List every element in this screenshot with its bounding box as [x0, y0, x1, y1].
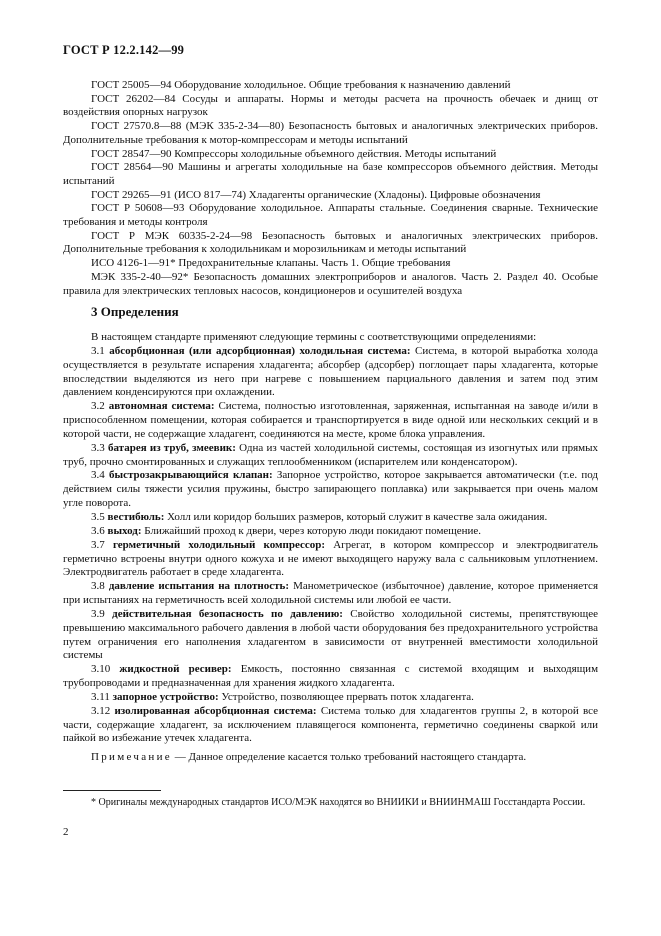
definition-number: 3.2	[91, 400, 105, 413]
definition-text: Агрегат, в котором компрессор и электродвигатель герметично встроены внутри одного кожуха и не имеют выходящего наружу вала с сальниковым уплотнением. Электродвигатель работает в среде хладагента.	[63, 538, 598, 579]
definition-term: абсорбционная (или адсорбционная) холодильная система:	[109, 344, 411, 357]
reference-item: ГОСТ 28564—90 Машины и агрегаты холодильные на базе компрессоров объемного действия. Методы испытаний	[63, 161, 598, 187]
definition-item	[63, 469, 598, 511]
reference-item: ГОСТ Р МЭК 60335-2-24—98 Безопасность бытовых и аналогичных электрических приборов. Дополнительные требования к холодильникам и морозильникам и методы испытаний	[63, 229, 598, 256]
definition-item	[63, 580, 598, 608]
definition-term: жидкостной ресивер:	[119, 663, 232, 676]
definition-number: 3.4	[91, 469, 105, 482]
reference-item: ИСО 4126-1—91* Предохранительные клапаны. Часть 1. Общие требования	[91, 257, 451, 270]
definition-item	[63, 705, 598, 747]
definition-term: вестибюль:	[107, 510, 165, 523]
definition-term: батарея из труб, змеевик:	[107, 441, 236, 454]
definition-item	[63, 663, 598, 691]
definition-term: герметичный холодильный компрессор:	[112, 538, 326, 551]
definition-text: Одна из частей холодильной системы, состоящая из изогнутых или прямых труб, прочно смонтированных и служащих теплообменником (испарителем или конденсатором).	[63, 441, 598, 468]
footnote-divider	[63, 790, 161, 791]
footnote-text: * Оригиналы международных стандартов ИСО/МЭК находятся во ВНИИКИ и ВНИИНМАШ Госстандарта России.	[91, 797, 586, 808]
definition-number: 3.11	[91, 690, 110, 703]
section-title: 3 Определения	[91, 304, 179, 319]
page-number: 2	[63, 826, 69, 838]
definition-number: 3.8	[91, 580, 105, 593]
document-code: ГОСТ Р 12.2.142—99	[63, 43, 185, 57]
definition-item	[63, 442, 598, 470]
definition-item	[63, 539, 598, 581]
reference-item: ГОСТ 28547—90 Компрессоры холодильные объемного действия. Методы испытаний	[91, 147, 497, 160]
definition-term: выход:	[107, 524, 142, 537]
reference-item: ГОСТ 26202—84 Сосуды и аппараты. Нормы и методы расчета на прочность обечаек и днищ от воздействия опорных нагрузок	[63, 92, 598, 119]
definition-term: быстрозакрывающийся клапан:	[108, 469, 273, 482]
definition-item	[63, 608, 598, 663]
definition-term: автономная система:	[108, 400, 215, 413]
definition-number: 3.12	[91, 704, 111, 717]
definition-text: Устройство, позволяющее прервать поток хладагента.	[221, 690, 474, 703]
definition-number: 3.6	[91, 524, 105, 537]
definition-text: Система только для хладагентов группы 2, в которой все части, содержащие хладагент, за исключением плавящегося компонента, герметично соединены сваркой или пайкой во избежание утечек хладагента.	[63, 704, 598, 745]
note-label: Примечание	[91, 751, 172, 764]
definition-note	[63, 751, 598, 765]
section-intro: В настоящем стандарте применяют следующие термины с соответствующими определениями:	[91, 331, 537, 343]
reference-item: ГОСТ 27570.8—88 (МЭК 335-2-34—80) Безопасность бытовых и аналогичных электрических приборов. Дополнительные требования к мотор-компрессорам и методы испытаний	[63, 120, 598, 146]
definition-term: изолированная абсорбционная система:	[114, 704, 317, 717]
reference-item: ГОСТ 29265—91 (ИСО 817—74) Хладагенты органические (Хладоны). Цифровые обозначения	[91, 188, 541, 201]
definition-text: Свойство холодильной системы, препятствующее превышению максимального рабочего давления в любой части оборудования без предохранительного устройства путем ограничения его наполнения хладагентом в зависимости от внутренней вместимости холодильной системы	[63, 607, 598, 662]
definition-term: действительная безопасность по давлению:	[112, 607, 343, 620]
definition-number: 3.10	[91, 663, 111, 676]
definition-text: Манометрическое (избыточное) давление, которое применяется при испытаниях на герметичность всей холодильной системы или любой ее части.	[63, 580, 599, 607]
reference-item: МЭК 335-2-40—92* Безопасность домашних электроприборов и аналогов. Часть 2. Раздел 40. Особые правила для электрических тепловых насосов, кондиционеров и осушителей воздуха	[63, 270, 598, 297]
definition-item	[63, 525, 598, 539]
reference-item: ГОСТ 25005—94 Оборудование холодильное. Общие требования к назначению давлений	[91, 79, 511, 91]
definition-term: запорное устройство:	[112, 690, 219, 703]
definition-number: 3.3	[91, 441, 105, 454]
definition-text: Система, в которой выработка холода осуществляется в результате испарения хладагента; абсорбер (адсорбер) поглощает пары хладагента, которые впоследствии выделяются из него при нагреве с повышением парциального давления и затем под этим давлением конденсируются при охлаждении.	[63, 344, 599, 399]
definition-item	[63, 691, 598, 705]
reference-item: ГОСТ Р 50608—93 Оборудование холодильное. Аппараты стальные. Соединения сварные. Технические требования и методы контроля	[63, 202, 598, 229]
definition-text: Ближайший проход к двери, через которую люди покидают помещение.	[144, 524, 482, 537]
references-list	[63, 79, 598, 298]
definitions-list	[63, 331, 598, 765]
note-text: — Данное определение касается только требований настоящего стандарта.	[174, 751, 527, 764]
definition-item	[63, 400, 598, 442]
definition-text: Система, полностью изготовленная, заряженная, испытанная на заводе и/или в приспособленном помещении, которая собирается и транспортируется в виде одной или нескольких секций и в которой части, не содержащие хладагент, соединяются на месте, кроме блока управления.	[63, 400, 598, 440]
definition-item	[63, 345, 598, 400]
definition-item	[63, 511, 598, 525]
definition-number: 3.1	[91, 344, 105, 357]
definition-term: давление испытания на плотность:	[108, 580, 289, 593]
definition-text: Запорное устройство, которое закрывается автоматически (т.е. под действием силы тяжести усилия пружины, быстро запирающего поплавка) или закрывается при очень малом угле поворота.	[63, 469, 598, 510]
definition-text: Холл или коридор больших размеров, который служит в качестве зала ожидания.	[167, 510, 548, 523]
definition-text: Емкость, постоянно связанная с системой входящим и выходящим трубопроводами и предназначенная для хранения жидкого хладагента.	[63, 663, 599, 690]
definition-number: 3.9	[91, 607, 105, 620]
definition-number: 3.5	[91, 510, 105, 523]
footnote	[63, 796, 598, 809]
definition-number: 3.7	[91, 538, 105, 551]
